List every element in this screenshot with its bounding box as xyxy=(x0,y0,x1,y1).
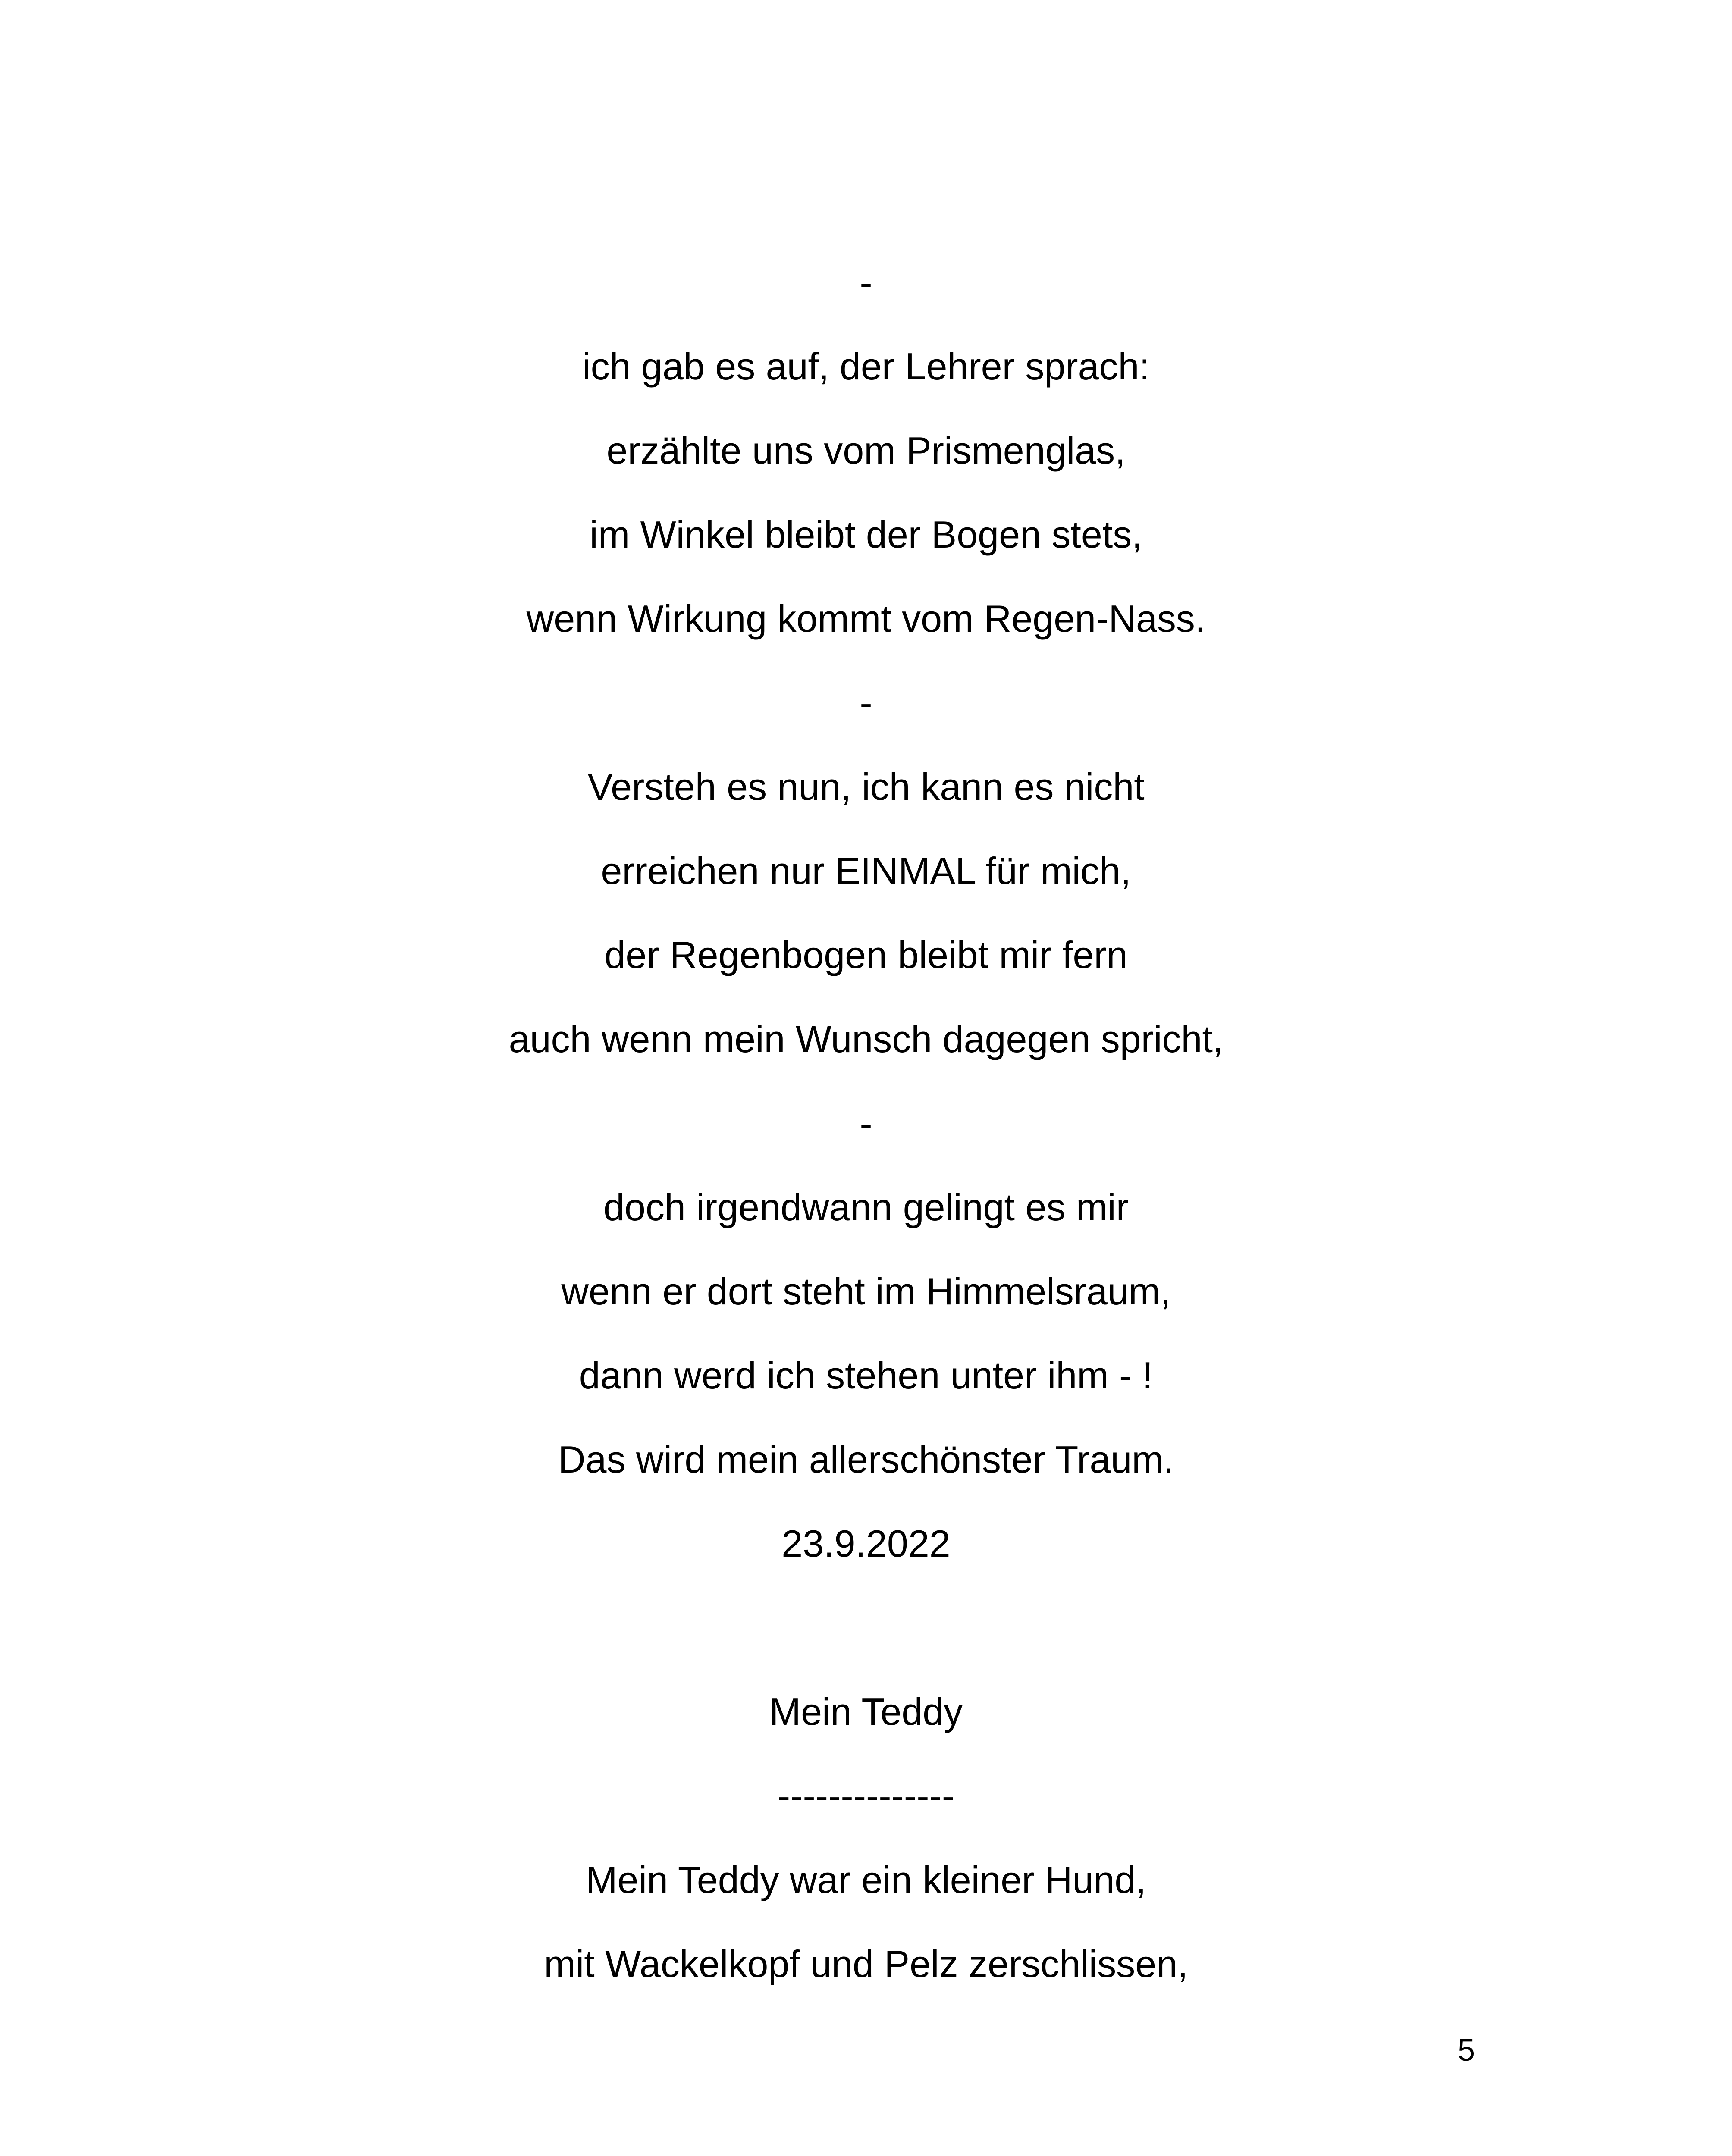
poem-line: im Winkel bleibt der Bogen stets, xyxy=(590,513,1142,556)
poem-line: auch wenn mein Wunsch dagegen spricht, xyxy=(508,1018,1224,1060)
poem-line: wenn er dort steht im Himmelsraum, xyxy=(561,1270,1171,1313)
stanza-separator: - xyxy=(860,261,872,304)
poem-line: wenn Wirkung kommt vom Regen-Nass. xyxy=(526,597,1206,640)
poem-line: der Regenbogen bleibt mir fern xyxy=(604,934,1128,976)
poem-title: Mein Teddy xyxy=(769,1690,963,1733)
poem-line: Mein Teddy war ein kleiner Hund, xyxy=(586,1858,1146,1901)
poem-line: Versteh es nun, ich kann es nicht xyxy=(587,765,1145,808)
poem-line: mit Wackelkopf und Pelz zerschlissen, xyxy=(544,1943,1188,1985)
poem-line: ich gab es auf, der Lehrer sprach: xyxy=(582,345,1150,388)
poem-line: doch irgendwann gelingt es mir xyxy=(603,1186,1129,1228)
poem-line: erreichen nur EINMAL für mich, xyxy=(601,849,1131,892)
poem-line: dann werd ich stehen unter ihm - ! xyxy=(579,1354,1153,1397)
stanza-separator: - xyxy=(860,1102,872,1144)
title-underline: -------------- xyxy=(777,1774,955,1817)
stanza-separator: - xyxy=(860,681,872,724)
poem-line: erzählte uns vom Prismenglas, xyxy=(606,429,1126,472)
poem-line: Das wird mein allerschönster Traum. xyxy=(558,1438,1174,1481)
page-number: 5 xyxy=(1457,2033,1475,2068)
poem-date: 23.9.2022 xyxy=(781,1522,951,1565)
